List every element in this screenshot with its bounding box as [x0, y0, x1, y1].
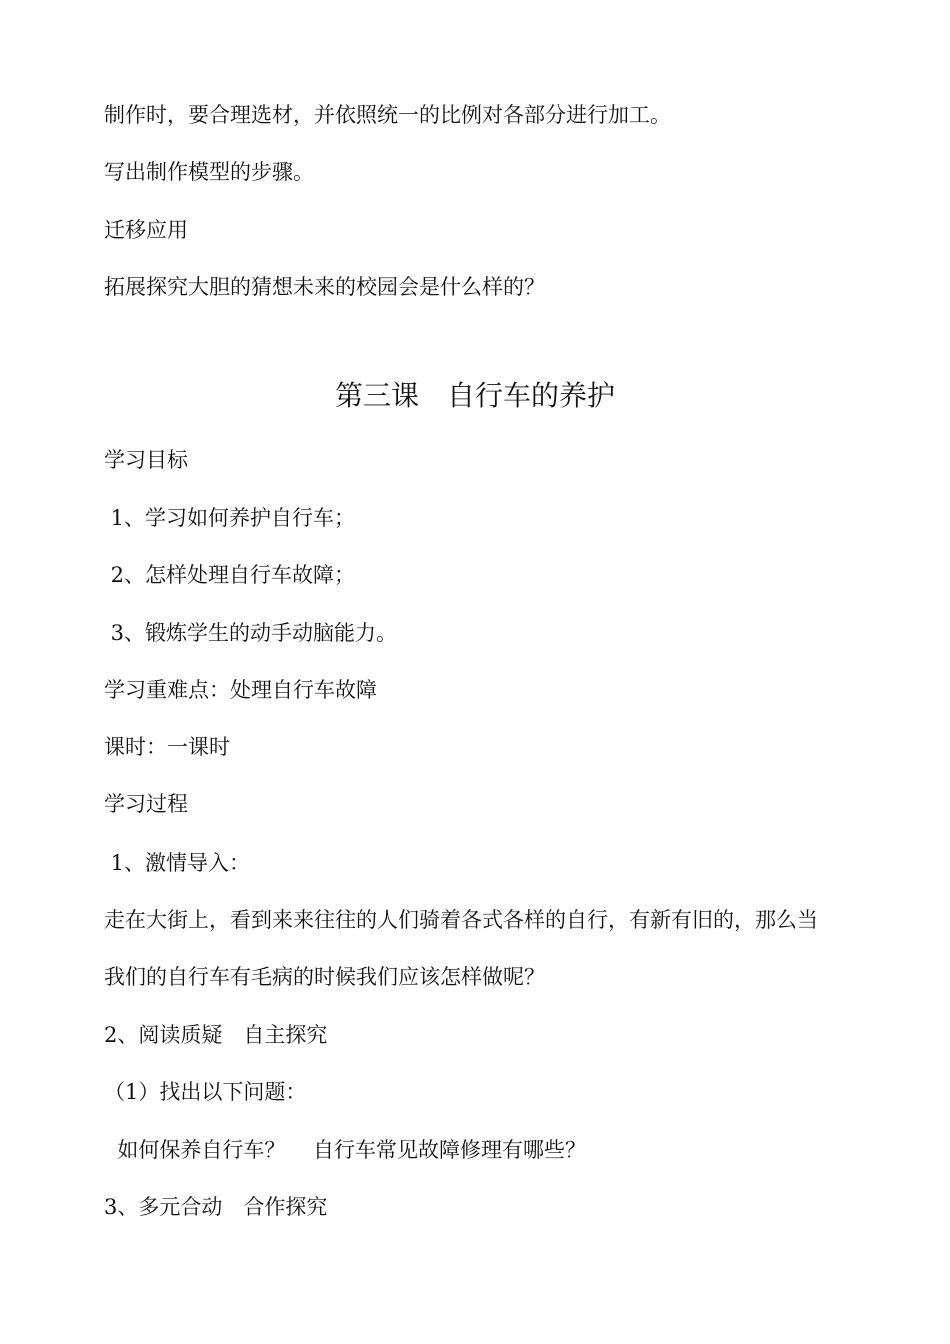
- objectives-heading: 学习目标: [104, 448, 188, 472]
- process-heading: 学习过程: [104, 792, 188, 816]
- objective-item: 2、怎样处理自行车故障；: [104, 563, 356, 587]
- text-line: 制作时，要合理选材，并依照统一的比例对各部分进行加工。: [104, 103, 671, 127]
- lesson-title: 第三课 自行车的养护: [334, 379, 615, 412]
- text-line: 迁移应用: [104, 218, 188, 242]
- process-item: 1、激情导入：: [104, 851, 251, 875]
- process-item: 2、阅读质疑 自主探究: [104, 1023, 328, 1047]
- key-points: 学习重难点：处理自行车故障: [104, 678, 377, 702]
- class-hours: 课时：一课时: [104, 735, 230, 759]
- process-questions: 如何保养自行车？ 自行车常见故障修理有哪些？: [104, 1138, 587, 1162]
- process-subitem: （1）找出以下问题：: [104, 1080, 307, 1104]
- process-paragraph: 我们的自行车有毛病的时候我们应该怎样做呢？: [104, 965, 545, 989]
- process-item: 3、多元合动 合作探究: [104, 1195, 328, 1219]
- objective-item: 1、学习如何养护自行车；: [104, 506, 356, 530]
- objective-item: 3、锻炼学生的动手动脑能力。: [104, 621, 398, 645]
- text-line: 拓展探究大胆的猜想未来的校园会是什么样的？: [104, 275, 545, 299]
- text-line: 写出制作模型的步骤。: [104, 160, 314, 184]
- process-paragraph: 走在大街上，看到来来往往的人们骑着各式各样的自行，有新有旧的，那么当: [104, 908, 818, 932]
